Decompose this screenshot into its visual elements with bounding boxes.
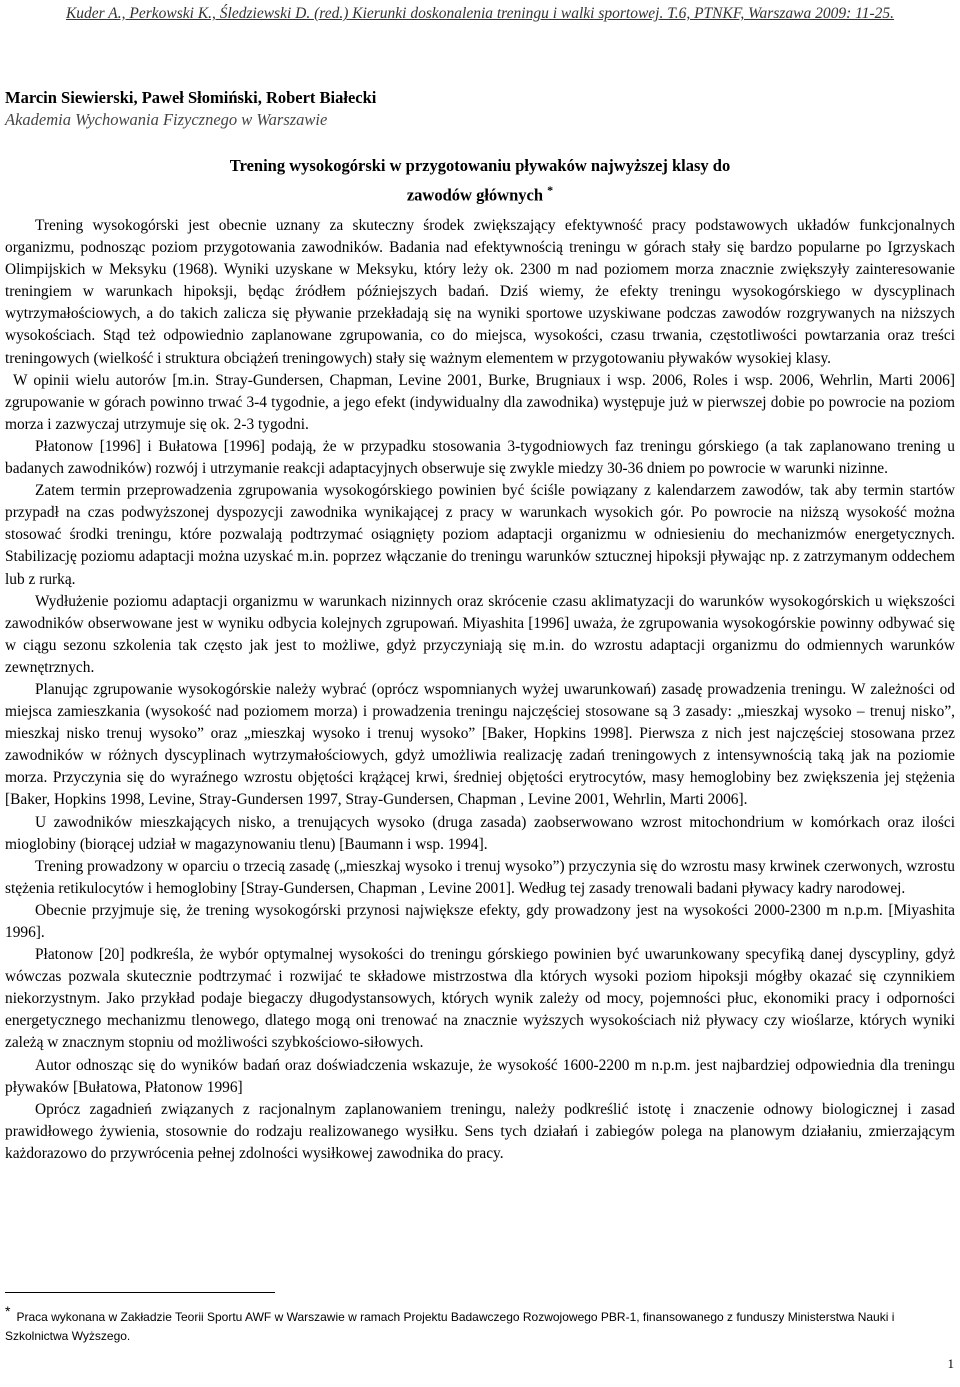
- paragraph: Autor odnosząc się do wyników badań oraz doświadczenia wskazuje, że wysokość 1600-2200 m n.p.m. jest najbardziej odpowiednia dla treningu pływaków [Bułatowa, Płatonow 1996]: [5, 1056, 955, 1096]
- page-number: 1: [947, 1356, 954, 1371]
- paragraph: Trening prowadzony w oparciu o trzecią zasadę („mieszkaj wysoko i trenuj wysoko”) przyczynia się do wzrostu masy krwinek czerwonych, wzrostu stężenia retikulocytów i hemoglobiny [Stray-Gundersen, Chapman , Levine 2001]. Według tej zasady trenowali badani pływacy kadry narodowej.: [5, 857, 955, 897]
- paragraph: Płatonow [1996] i Bułatowa [1996] podają, że w przypadku stosowania 3-tygodniowych faz treningu górskiego (a tak zaplanowano trening u badanych zawodników) rozwój i utrzymanie reakcji adaptacyjnych obserwuje się zwykle miedzy 30-36 dniem po powrocie w warunki nizinne.: [5, 437, 955, 478]
- paragraph: W opinii wielu autorów [m.in. Stray-Gundersen, Chapman, Levine 2001, Burke, Brugniaux i wsp. 2006, Roles i wsp. 2006, Wehrlin, Marti 2006] zgrupowanie w górach powinno trwać 3-4 tygodnie, a jego efekt (indywidualny dla zawodnika) występuje już w pierwszej dobie po powrocie na poziom morza i zazwyczaj utrzymuje się ok. 2-3 tygodni.: [5, 371, 955, 433]
- paragraph: Obecnie przyjmuje się, że trening wysokogórski przynosi największe efekty, gdy prowadzony jest na wysokości 2000-2300 m n.p.m. [Miyashita 1996].: [5, 901, 955, 941]
- paragraph: Wydłużenie poziomu adaptacji organizmu w warunkach nizinnych oraz skrócenie czasu aklimatyzacji do warunków wysokogórskich u większości zawodników obserwowane jest w wyniku odbycia kolejnych zgrupowań. Miyashita [1996] uważa, że zgrupowania wysokogórskie powinny odbywać się w ciągu sezonu szkolenia tak często jak jest to możliwe, gdyż przyczyniają się m.in. do wzrostu adaptacji organizmu do odmiennych warunków zewnętrznych.: [5, 592, 955, 676]
- paragraph: Zatem termin przeprowadzenia zgrupowania wysokogórskiego powinien być ściśle powiązany z kalendarzem zawodów, tak aby termin startów przypadł na czas podwyższonej dyspozycji zawodnika wynikającej z pracy w warunkach wysokich gór. Po powrocie na niższą wysokość można stosować środki treningu, które pozwalają podtrzymać osiągnięty poziom adaptacji organizmu w odniesieniu do mechanizmów energetycznych. Stabilizację poziomu adaptacji można uzyskać m.in. poprzez włączanie do treningu warunków sztucznej hipoksji pływając np. z zatrzymanym oddechem lub z rurką.: [5, 482, 955, 588]
- footnote-mark: *: [5, 1303, 11, 1319]
- paragraph: Oprócz zagadnień związanych z racjonalnym zaplanowaniem treningu, należy podkreślić istotę i znaczenie odnowy biologicznej i zasad prawidłowego żywienia, stosownie do rodzaju realizowanego wysiłku. Sens tych działań i zabiegów polega na planowym działaniu, zmierzającym każdorazowo do przywrócenia pełnej zdolności wysiłkowej zawodnika do pracy.: [5, 1100, 955, 1162]
- footnote: [5, 1302, 905, 1346]
- paragraph: Planując zgrupowanie wysokogórskie należy wybrać (oprócz wspomnianych wyżej uwarunkowań) zasadę prowadzenia treningu. W zależności od miejsca zamieszkania (wysokość nad poziomem morza) i prowadzenia treningu najczęściej stosowane są 3 zasady: „mieszkaj wysoko – trenuj nisko”, mieszkaj nisko trenuj wysoko” oraz „mieszkaj wysoko i trenuj wysoko” [Baker, Hopkins 1998]. Pierwsza z nich jest najczęściej stosowana przez zawodników w różnych dyscyplinach wytrzymałościowych, gdyż umożliwia realizację zadań treningowych z intensywnością taką jak na poziomie morza. Przyczynia się do wyraźnego wzrostu objętości krążącej krwi, średniej objętości erytrocytów, masy hemoglobiny bez zwiększenia jej stężenia [Baker, Hopkins 1998, Levine, Stray-Gundersen 1997, Stray-Gundersen, Chapman , Levine 2001, Wehrlin, Marti 2006].: [5, 680, 955, 809]
- footnote-separator: [5, 1292, 275, 1293]
- title-text: Trening wysokogórski w przygotowaniu pływaków najwyższej klasy do zawodów głównych: [229, 156, 731, 205]
- citation-header: Kuder A., Perkowski K., Śledziewski D. (red.) Kierunki doskonalenia treningu i walki sportowej. T.6, PTNKF, Warszawa 2009: 11-25.: [65, 5, 895, 22]
- paragraph: U zawodników mieszkających nisko, a trenujących wysoko (druga zasada) zaobserwowano wzrost mitochondrium w komórkach oraz ilości mioglobiny (biorącej udział w magazynowaniu tlenu) [Baumann i wsp. 1994].: [5, 813, 955, 853]
- footnote-text: Praca wykonana w Zakładzie Teorii Sportu AWF w Warszawie w ramach Projektu Badawczego Rozwojowego PBR-1, finansowanego z funduszy Ministerstwa Nauki i Szkolnictwa Wyższego.: [5, 1310, 895, 1343]
- article-body: [5, 215, 955, 1165]
- paragraph: Płatonow [20] podkreśla, że wybór optymalnej wysokości do treningu górskiego powinien być uwarunkowany specyfiką danej dyscypliny, gdyż wówczas pozwala skutecznie podtrzymać i rozwijać te składowe mistrzostwa dla których wysoki poziom hipoksji mógłby okazać się czynnikiem niekorzystnym. Jako przykład podaje biegaczy długodystansowych, których wynik zależy od mocy, pojemności płuc, ekonomiki pracy i odporności energetycznego mechanizmu tlenowego, dlatego mogą oni trenować na znacznie wyższych wysokościach niż pływacy czy wioślarze, których wyniki zależą w znacznym stopniu od możliwości szybkościowo-siłowych.: [5, 946, 955, 1052]
- authors: Marcin Siewierski, Paweł Słomiński, Robert Białecki: [5, 88, 377, 107]
- title-footnote-mark: *: [547, 183, 554, 197]
- affiliation: Akademia Wychowania Fizycznego w Warszawie: [5, 110, 328, 129]
- article-title: [200, 154, 760, 208]
- paragraph: Trening wysokogórski jest obecnie uznany za skuteczny środek zwiększający efektywność pracy podstawowych układów funkcjonalnych organizmu, podnosząc poziom przygotowania zawodników. Badania nad efektywnością treningu w górach stały się bardzo popularne po Igrzyskach Olimpijskich w Meksyku (1968). Wyniki uzyskane w Meksyku, który leży ok. 2300 m nad poziomem morza znacznie zwiększyły zainteresowanie treningiem w warunkach hipoksji, będąc źródłem późniejszych badań. Dziś wiemy, że efekty treningu wysokogórskiego w dyscyplinach wytrzymałościowych, a do takich zalicza się pływanie przekładają się na wyniki sportowe uzyskiwane podczas zawodów rozgrywanych na niższych wysokościach. Stąd też odpowiednio zaplanowane zgrupowania, co do miejsca, wysokości, czasu trwania, częstotliwości powtarzania oraz treści treningowych (wielkość i struktura obciążeń treningowych) stały się ważnym elementem w przygotowaniu pływaków wysokiej klasy.: [5, 217, 955, 367]
